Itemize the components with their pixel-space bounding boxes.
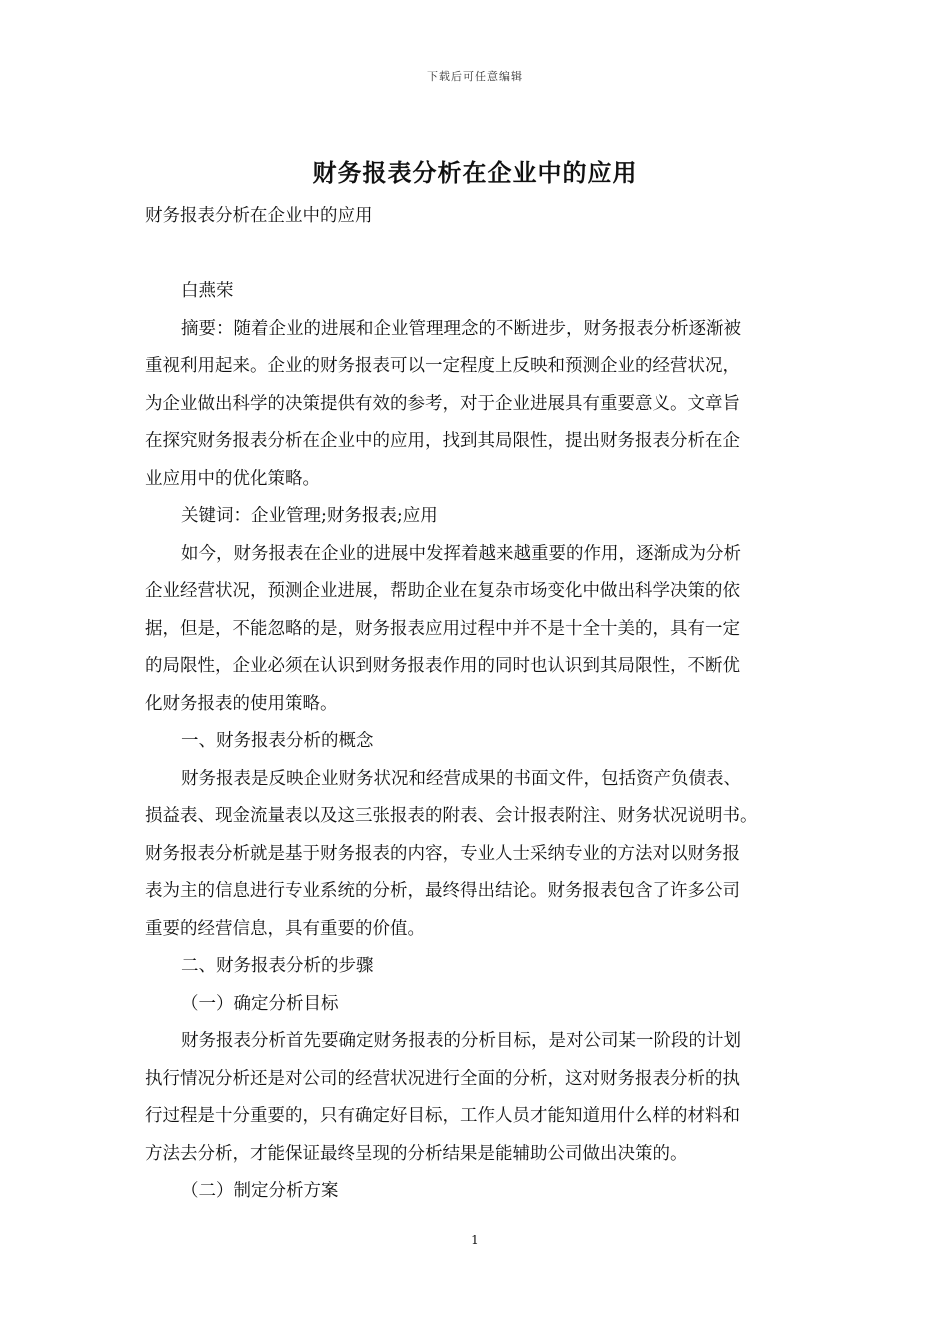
paragraph-line: 据，但是，不能忽略的是，财务报表应用过程中并不是十全十美的，具有一定 [145,618,740,639]
section-heading: 二、财务报表分析的步骤 [181,956,374,976]
section-heading: 一、财务报表分析的概念 [181,731,374,751]
paragraph-line: 财务报表分析首先要确定财务报表的分析目标，是对公司某一阶段的计划 [181,1031,741,1051]
paragraph-line: 损益表、现金流量表以及这三张报表的附表、会计报表附注、财务状况说明书。 [145,806,758,826]
paragraph-line: 重要的经营信息，具有重要的价值。 [145,918,425,939]
abstract-line: 摘要：随着企业的进展和企业管理理念的不断进步，财务报表分析逐渐被 [181,318,741,339]
paragraph-line: 化财务报表的使用策略。 [145,693,338,714]
paragraph-line: 行过程是十分重要的，只有确定好目标，工作人员才能知道用什么样的材料和 [145,1106,740,1126]
document-body [145,198,810,1211]
page-number: 1 [471,1233,479,1247]
paragraph-line: 财务报表分析就是基于财务报表的内容，专业人士采纳专业的方法对以财务报 [145,843,740,864]
paragraph-line: 方法去分析，才能保证最终呈现的分析结果是能辅助公司做出决策的。 [145,1143,688,1164]
abstract-line: 业应用中的优化策略。 [145,468,320,489]
abstract-line: 重视利用起来。企业的财务报表可以一定程度上反映和预测企业的经营状况， [145,356,740,376]
subtitle-line: 财务报表分析在企业中的应用 [145,206,373,226]
keywords-line: 关键词：企业管理;财务报表;应用 [181,506,438,526]
paragraph-line: 执行情况分析还是对公司的经营状况进行全面的分析，这对财务报表分析的执 [145,1068,740,1089]
abstract-line: 为企业做出科学的决策提供有效的参考，对于企业进展具有重要意义。文章旨 [145,393,740,414]
paragraph-line: 财务报表是反映企业财务状况和经营成果的书面文件，包括资产负债表、 [181,768,741,789]
subsection-heading: （二）制定分析方案 [181,1181,339,1201]
header-note: 下载后可任意编辑 [427,70,523,83]
blank-line [145,236,810,274]
document-title: 财务报表分析在企业中的应用 [312,159,638,187]
paragraph-line: 表为主的信息进行专业系统的分析，最终得出结论。财务报表包含了许多公司 [145,881,740,901]
subsection-heading: （一）确定分析目标 [181,993,339,1014]
abstract-line: 在探究财务报表分析在企业中的应用，找到其局限性，提出财务报表分析在企 [145,431,740,451]
paragraph-line: 的局限性，企业必须在认识到财务报表作用的同时也认识到其局限性，不断优 [145,656,740,676]
paragraph-line: 企业经营状况，预测企业进展，帮助企业在复杂市场变化中做出科学决策的依 [145,581,740,601]
author-line: 白燕荣 [181,281,234,301]
paragraph-line: 如今，财务报表在企业的进展中发挥着越来越重要的作用，逐渐成为分析 [181,543,741,564]
